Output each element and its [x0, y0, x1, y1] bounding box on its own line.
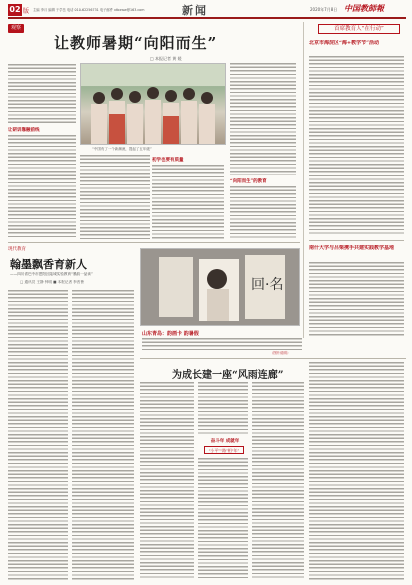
second-byline: □ 通讯员 王静 钟明 ■ 本报记者 李晋鲁 — [20, 280, 84, 284]
observe-tag: 观察 — [8, 24, 24, 33]
article-text — [198, 382, 248, 434]
article-text — [80, 155, 150, 239]
article-text — [8, 135, 76, 239]
label-box: “小平”“路”相“年” — [204, 446, 244, 454]
main-headline: 让教师暑期“向阳而生” — [54, 34, 218, 52]
sidebar-text — [309, 262, 404, 336]
section-tag: 现代教育 — [8, 247, 26, 252]
issue-date: 2020年7月8日 — [310, 7, 338, 12]
subheading: “向阳而生”的教育 — [230, 179, 267, 184]
second-subheadline: ——四川省巴中市恩阳区陆城实验教育“墨韵一品读” — [10, 272, 93, 276]
editor-info: 主编 李月 编辑 于学岳 电话 010-62256731 电子邮件 xtbxww@163.com — [33, 8, 145, 12]
photo-caption-text — [142, 338, 302, 350]
masthead: 中国教師報 — [344, 3, 384, 13]
second-headline: 翰墨飘香育新人 — [10, 258, 87, 271]
second-photo — [140, 248, 300, 326]
article-text — [72, 290, 134, 580]
page-number: 02 — [9, 5, 21, 14]
subheading: 让研训靠融前线 — [8, 128, 40, 133]
sidebar-text — [309, 56, 404, 234]
svg-text:回·名: 回·名 — [251, 277, 284, 293]
group-photo-icon — [81, 64, 226, 145]
page-number-unit: 版 — [23, 8, 30, 15]
article-text — [8, 290, 68, 580]
photo-credit: （图片说明） — [270, 351, 291, 355]
subheading: 奋斗年 成就年 — [210, 439, 240, 444]
subheading: 初学也要有质量 — [152, 158, 184, 163]
second-photo-title: 山东青岛：韵画卡 韵暑假 — [142, 331, 199, 337]
article-text — [198, 458, 248, 580]
main-photo-caption: “中国有了一个新潮流，提起了五年级” — [92, 147, 152, 151]
sidebar-title: 首席教育人“在行动” — [318, 24, 400, 34]
main-photo — [80, 63, 226, 145]
article-text — [140, 382, 194, 580]
article-text — [230, 63, 296, 175]
article-text — [309, 362, 404, 580]
article-text — [252, 382, 304, 580]
article-text — [8, 64, 76, 124]
article-text — [230, 186, 296, 239]
sidebar-headline: 北京市海淀区“海+教学节”活动 — [309, 40, 379, 46]
section-title: 新闻 — [182, 4, 208, 17]
main-byline: □ 本报记者 黄 媛 — [150, 56, 182, 61]
sidebar-headline: 南什大学与吕梁携手共建实践教学基地 — [309, 245, 395, 251]
article-text — [152, 165, 224, 239]
third-headline: 为成长建一座“风雨连廊” — [172, 370, 284, 381]
calligraphy-photo-icon — [141, 249, 300, 326]
